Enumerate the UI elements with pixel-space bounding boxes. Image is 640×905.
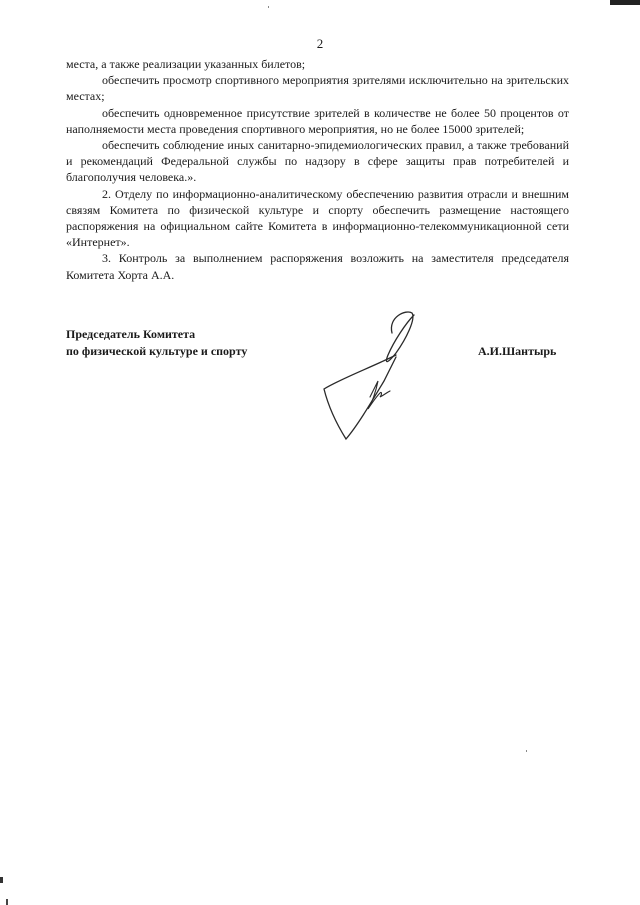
paragraph: 3. Контроль за выполнением распоряжения возложить на заместителя председателя Комитета Хорта А.А.: [66, 251, 569, 282]
signatory-position: [66, 326, 247, 360]
paragraph: 2. Отделу по информационно-аналитическому обеспечению развития отрасли и внешним связям Комитета по физической культуре и спорту обеспечить размещение настоящего распоряжения на официальном сайте Комитета в информационно-телекоммуникационной сети «Интернет».: [66, 186, 569, 250]
paragraph: обеспечить просмотр спортивного мероприятия зрителями исключительно на зрительских местах;: [66, 73, 569, 104]
document-body: [66, 56, 569, 283]
scan-mark: [6, 899, 8, 905]
signatory-name: А.И.Шантырь: [478, 344, 557, 358]
scan-mark: [0, 877, 3, 883]
paragraph: обеспечить одновременное присутствие зрителей в количестве не более 50 процентов от наполняемости места проведения спортивного мероприятия, но не более 15000 зрителей;: [66, 105, 569, 136]
scan-speck: [268, 6, 269, 8]
paragraph: места, а также реализации указанных билетов;: [66, 57, 306, 71]
scan-speck: [526, 750, 527, 752]
handwritten-signature: [310, 305, 430, 445]
paragraph: обеспечить соблюдение иных санитарно-эпидемиологических правил, а также требований и рекомендаций Федеральной службы по надзору в сфере защиты прав потребителей и благополучия человека.».: [66, 138, 569, 185]
page-number: 2: [316, 36, 324, 51]
position-line: Председатель Комитета: [66, 327, 196, 341]
position-line: по физической культуре и спорту: [66, 344, 248, 358]
scan-mark: [610, 0, 640, 5]
